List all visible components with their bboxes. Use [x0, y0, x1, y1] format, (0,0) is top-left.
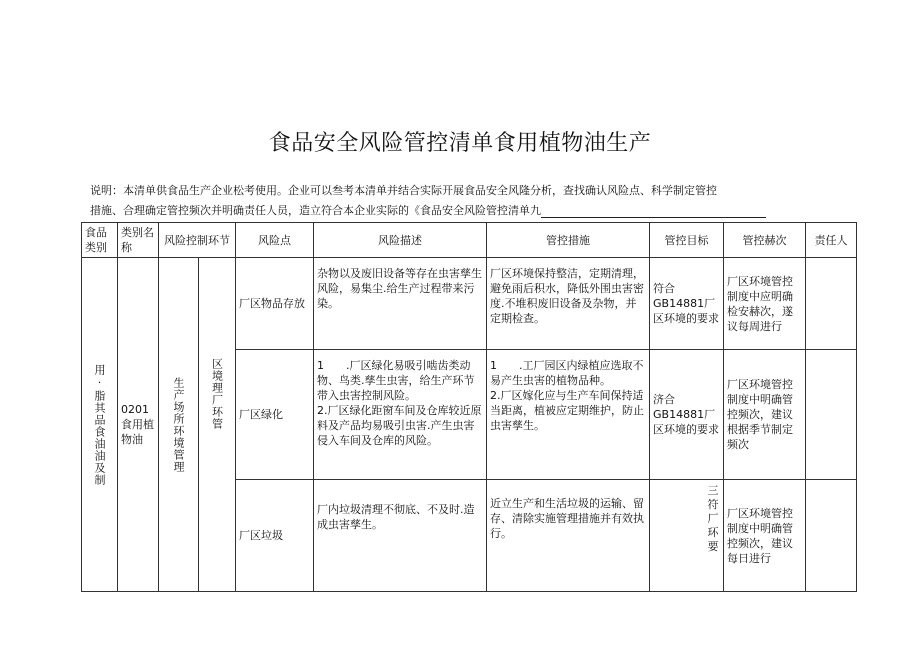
- risk-point: 厂区绿化: [236, 350, 314, 480]
- header-category: 食品类别: [82, 223, 118, 258]
- document-title: 食品安全风险管控清单食用植物油生产: [268, 131, 652, 156]
- table-row: [82, 258, 857, 350]
- control-link-b: 区境理厂环管: [210, 358, 224, 430]
- control-frequency: 厂区环境管控制度中应明确检安赫次，遂议每周进行: [724, 258, 806, 350]
- header-row: [82, 223, 857, 258]
- risk-point: 厂区物品存放: [236, 258, 314, 350]
- header-risk-point: 风险点: [236, 223, 314, 258]
- note-line-2: [90, 204, 830, 218]
- owner: [806, 350, 857, 480]
- control-measure: 1 .工厂园区内绿植应选取不易产生虫害的植物品种。 2.厂区嫁化应与生产车间保持适当距离，植被应定期维护，防止虫害孳生。: [487, 350, 650, 480]
- control-target-cell: [650, 480, 724, 592]
- risk-control-table: [81, 222, 857, 592]
- control-target: 三符厂环要: [707, 484, 719, 553]
- food-category-cell: [82, 258, 118, 592]
- control-link-a: 生产场所环境管理: [172, 376, 185, 473]
- control-frequency: 厂区环境管控制度中明确管控频次，建议根据季节制定频次: [724, 350, 806, 480]
- risk-point: 厂区垃圾: [236, 480, 314, 592]
- owner: [806, 480, 857, 592]
- header-control-frequency: 管控赫次: [724, 223, 806, 258]
- control-frequency: 厂区环境管控制度中明确管控频次，建议每日进行: [724, 480, 806, 592]
- risk-description: 1 .厂区绿化易吸引啮齿类动物、鸟类.孳生虫害，给生产环节带入虫害控制风险。 2.厂区绿化距窗车间及仓库较近原料及产品均易吸引虫害.产生虫害侵入车间及仓库的风险。: [314, 350, 487, 480]
- header-type-name: 类别名称: [118, 223, 159, 258]
- note-line-1: 说明：本清单供食品生产企业松考使用。企业可以叁考本清单并结合实际开展食品安全风隆分析，查找确认风险点、科学制定管控: [90, 184, 717, 197]
- control-target: 符合GB14881厂区环境的要求: [650, 258, 724, 350]
- control-link-b-cell: [199, 258, 236, 592]
- header-owner: 责任人: [806, 223, 857, 258]
- header-risk-description: 风险描述: [314, 223, 487, 258]
- type-name-cell: 0201食用植物油: [118, 258, 159, 592]
- risk-description: 杂物以及废旧设备等存在虫害孳生风险，易集尘.给生产过程带来污染。: [314, 258, 487, 350]
- header-control-measure: 管控措施: [487, 223, 650, 258]
- control-target: 济合GB14881厂区环境的要求: [650, 350, 724, 480]
- food-category: 用·脂其品食油油及制: [93, 363, 106, 486]
- risk-description: 厂内垃圾清理不彻底、不及时.造成虫害孳生。: [314, 480, 487, 592]
- control-measure: 近立生产和生活垃圾的运输、留存、清除实施管理措施并有效执行。: [487, 480, 650, 592]
- fill-in-blank: [541, 207, 766, 218]
- owner: [806, 258, 857, 350]
- header-control-link: 风险控制环节: [159, 223, 236, 258]
- header-control-target: 管控目标: [650, 223, 724, 258]
- note-line-2-text: 措施、合理确定管控频次并明确责任人员，造立符合本企业实际的《食品安全风险管控清单九: [90, 204, 541, 217]
- control-link-a-cell: [159, 258, 199, 592]
- control-measure: 厂区环境保持整洁，定期清理，避免雨后积水，降低外围虫害密度.不堆积废旧设备及杂物，并定期检查。: [487, 258, 650, 350]
